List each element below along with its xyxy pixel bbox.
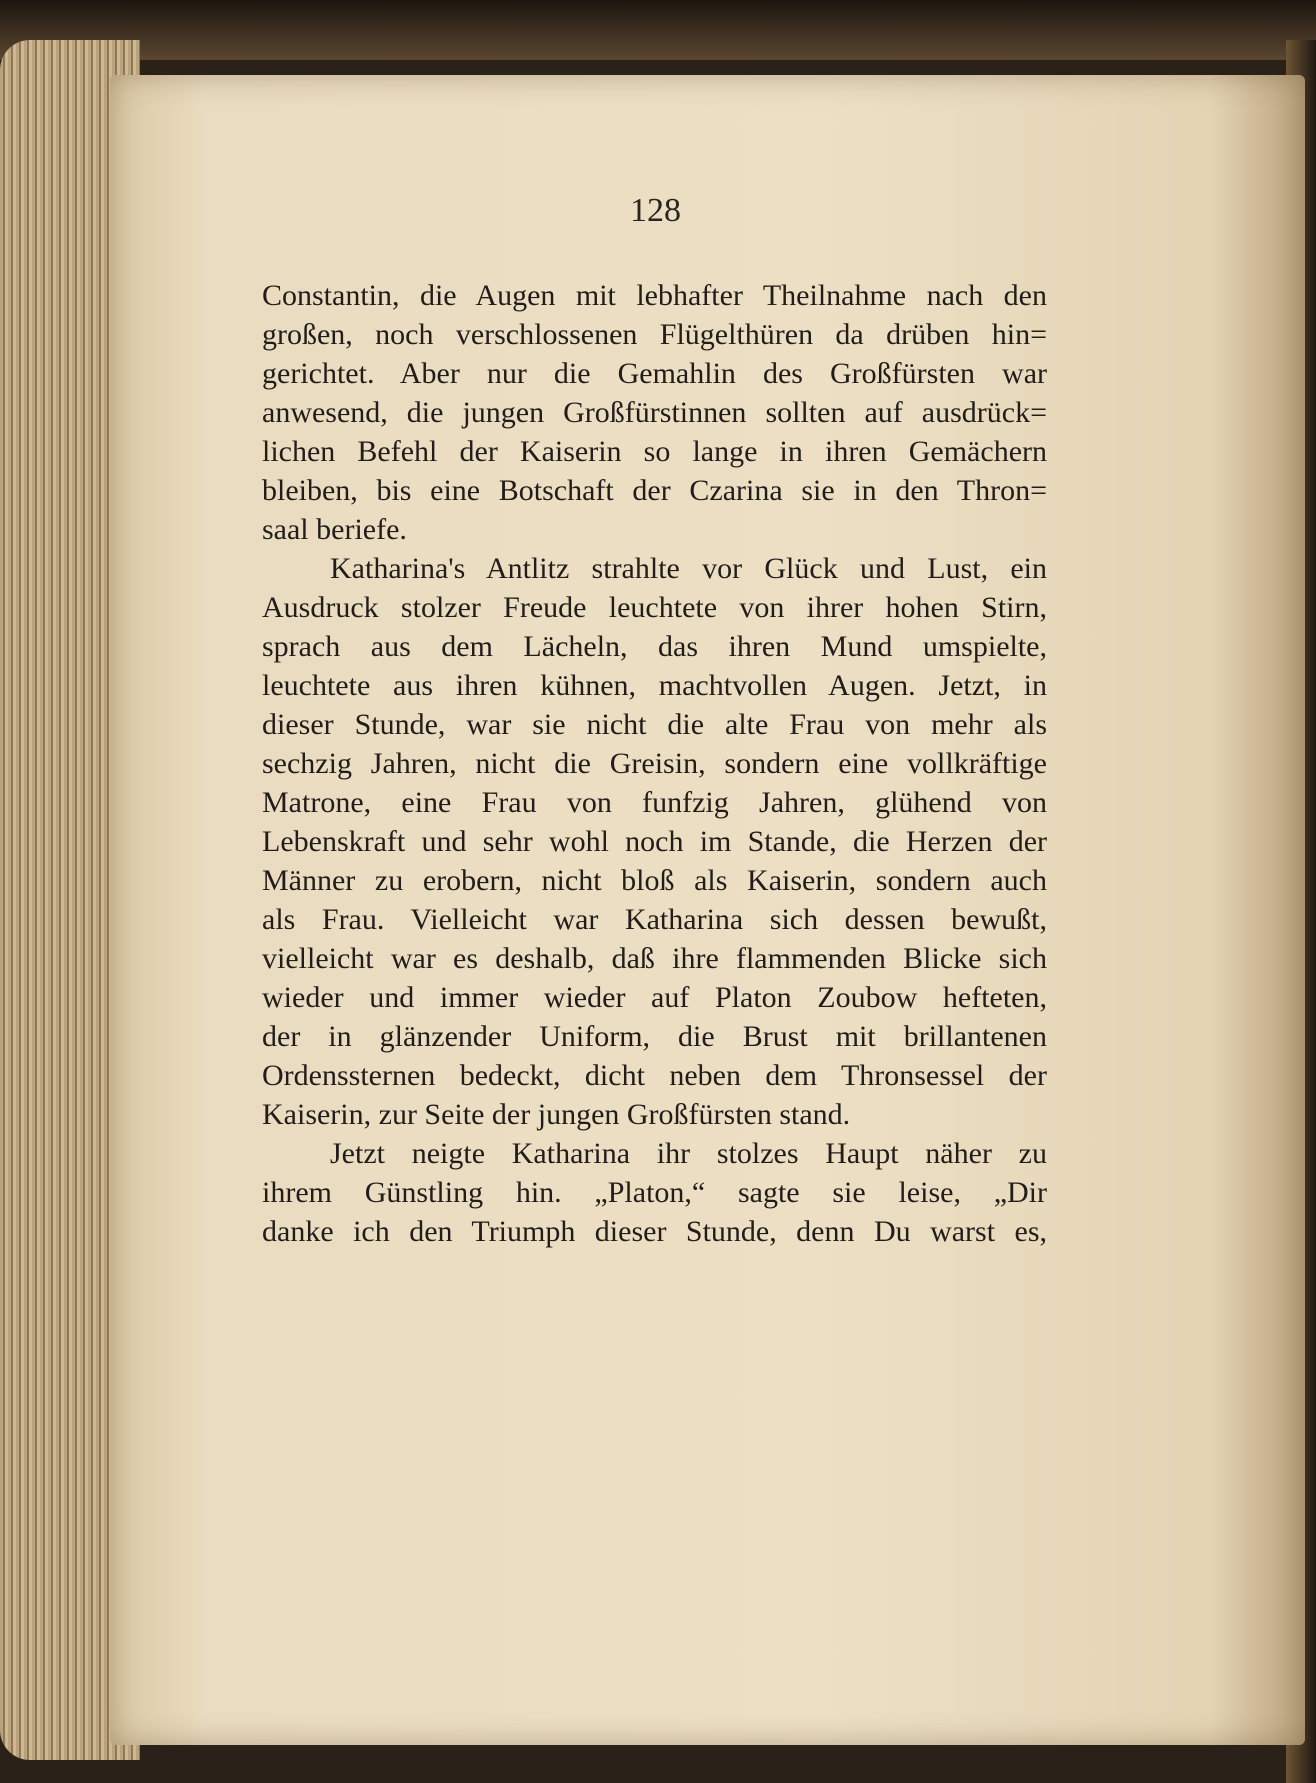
text-line: Katharina's Antlitz strahlte vor Glück und Lust, ein xyxy=(330,552,1047,585)
text-line: sprach aus dem Lächeln, das ihren Mund umspielte, xyxy=(262,630,1047,663)
text-line: ihrem Günstling hin. „Platon,“ sagte sie leise, „Dir xyxy=(262,1176,1047,1209)
text-line: Constantin, die Augen mit lebhafter Theilnahme nach den xyxy=(262,279,1047,312)
text-line: sechzig Jahren, nicht die Greisin, sondern eine vollkräftige xyxy=(262,747,1047,780)
text-line: wieder und immer wieder auf Platon Zoubow hefteten, xyxy=(262,981,1047,1014)
text-line: lichen Befehl der Kaiserin so lange in ihren Gemächern xyxy=(262,435,1047,468)
text-line: Jetzt neigte Katharina ihr stolzes Haupt näher zu xyxy=(330,1137,1047,1170)
text-line: gerichtet. Aber nur die Gemahlin des Großfürsten war xyxy=(262,357,1047,390)
text-line: der in glänzender Uniform, die Brust mit brillantenen xyxy=(262,1020,1047,1053)
page-number: 128 xyxy=(630,192,681,229)
text-line: Kaiserin, zur Seite der jungen Großfürsten stand. xyxy=(262,1098,851,1131)
text-line: Männer zu erobern, nicht bloß als Kaiserin, sondern auch xyxy=(262,864,1047,897)
book-cover-top xyxy=(0,0,1316,60)
text-line: Ausdruck stolzer Freude leuchtete von ihrer hohen Stirn, xyxy=(262,591,1047,624)
text-line: danke ich den Triumph dieser Stunde, denn Du warst es, xyxy=(262,1215,1047,1248)
text-line: anwesend, die jungen Großfürstinnen sollten auf ausdrück= xyxy=(262,396,1047,429)
text-line: bleiben, bis eine Botschaft der Czarina sie in den Thron= xyxy=(262,474,1047,507)
text-line: dieser Stunde, war sie nicht die alte Frau von mehr als xyxy=(262,708,1047,741)
text-line: großen, noch verschlossenen Flügelthüren da drüben hin= xyxy=(262,318,1047,351)
text-line: als Frau. Vielleicht war Katharina sich dessen bewußt, xyxy=(262,903,1047,936)
text-line: Matrone, eine Frau von funfzig Jahren, glühend von xyxy=(262,786,1047,819)
text-line: Lebenskraft und sehr wohl noch im Stande, die Herzen der xyxy=(262,825,1047,858)
text-line: Ordenssternen bedeckt, dicht neben dem Thronsessel der xyxy=(262,1059,1047,1092)
text-line: vielleicht war es deshalb, daß ihre flammenden Blicke sich xyxy=(262,942,1047,975)
body-text xyxy=(262,276,1047,1251)
text-line: saal beriefe. xyxy=(262,513,407,546)
text-line: leuchtete aus ihren kühnen, machtvollen Augen. Jetzt, in xyxy=(262,669,1047,702)
